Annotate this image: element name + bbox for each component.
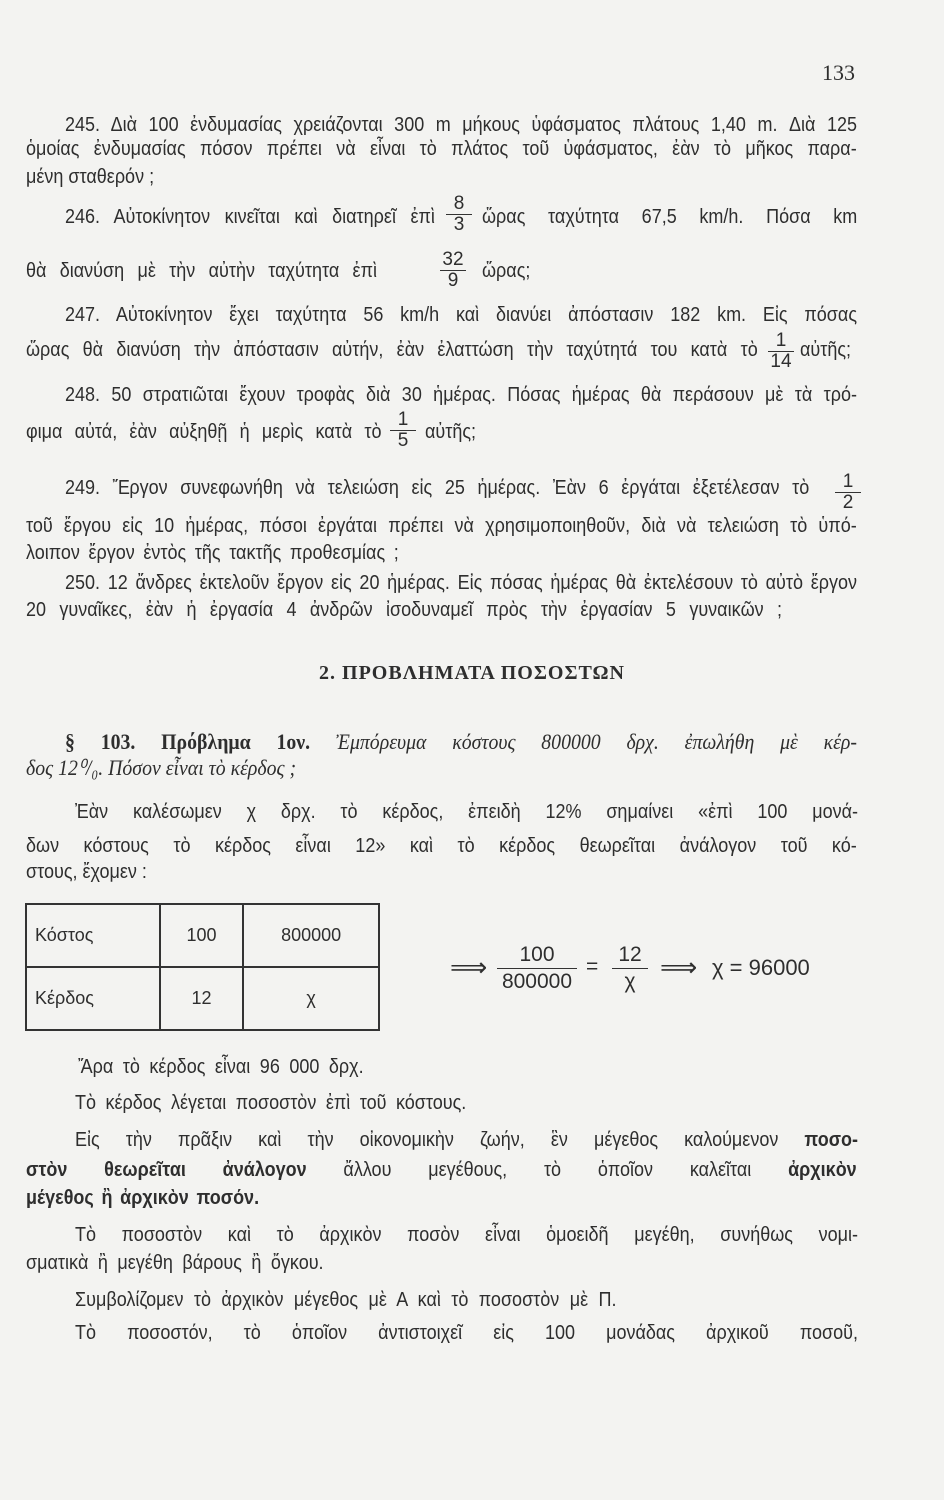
implies-arrow-icon: ⟹ xyxy=(660,952,698,982)
section-103-line-1 xyxy=(65,730,857,754)
bold-term: στὸν θεωρεῖται ἀνάλογον xyxy=(26,1159,307,1181)
problem-247-line-1: 247. Αὐτοκίνητον ἔχει ταχύτητα 56 km/h καὶ διανύει ἀπόστασιν 182 km. Εἰς πόσας xyxy=(65,304,857,326)
problem-245-line-1: 245. Διὰ 100 ἐνδυμασίας χρειάζονται 300 m μήκους ὑφάσματος πλάτους 1,40 m. Διὰ 125 xyxy=(65,114,857,136)
numerator: 100 xyxy=(497,942,577,969)
numerator: 8 xyxy=(446,194,472,215)
problem-248-line-2-start: φιμα αὐτά, ἐὰν αὐξηθῇ ἡ μερὶς κατὰ τὸ xyxy=(26,421,382,443)
fraction-1-14 xyxy=(768,331,794,372)
numerator: 12 xyxy=(612,942,648,969)
section-103-label: § 103. Πρόβλημα 1ον. xyxy=(65,729,311,754)
paragraph-2-line-2: σματικὰ ἢ μεγέθη βάρους ἢ ὄγκου. xyxy=(26,1252,324,1274)
denominator: 14 xyxy=(770,351,792,372)
problem-249-line-1: 249. Ἔργον συνεφωνήθη νὰ τελειώση εἰς 25 ἡμέρας. Ἐὰν 6 ἐργάται ἐξετέλεσαν τὸ xyxy=(65,477,810,499)
table-cell: Κόστος xyxy=(26,904,160,967)
page-number: 133 xyxy=(822,60,855,85)
text: ἄλλου μεγέθους, τὸ ὁποῖον καλεῖται xyxy=(343,1159,752,1181)
fraction-1-2 xyxy=(835,472,861,513)
problem-246-line-1-end: ὥρας ταχύτητα 67,5 km/h. Πόσα km xyxy=(482,206,858,228)
paragraph-1-line-2 xyxy=(26,1158,857,1182)
text: Εἰς τὴν πρᾶξιν καὶ τὴν οἰκονομικὴν ζωήν, ἓν μέγεθος καλούμενον xyxy=(75,1129,779,1151)
solution-line-1: Ἐὰν καλέσωμεν χ δρχ. τὸ κέρδος, ἐπειδὴ 12% σημαίνει «ἐπὶ 100 μονά- xyxy=(75,801,858,823)
problem-250-line-1: 250. 12 ἄνδρες ἐκτελοῦν ἔργον εἰς 20 ἡμέρας. Εἰς πόσας ἡμέρας θὰ ἐκτελέσουν τὸ αὐτὸ ἔργον xyxy=(65,572,857,594)
result-line: Ἄρα τὸ κέρδος εἶναι 96 000 δρχ. xyxy=(78,1056,364,1078)
definition-line: Τὸ κέρδος λέγεται ποσοστὸν ἐπὶ τοῦ κόστους. xyxy=(75,1092,467,1114)
denominator: 9 xyxy=(447,270,459,291)
numerator: 1 xyxy=(835,472,861,493)
table-cell: 800000 xyxy=(243,904,379,967)
denominator: 3 xyxy=(453,214,465,235)
equation-fraction-1 xyxy=(497,942,577,995)
problem-246-line-2-end: ὥρας; xyxy=(482,260,531,282)
bold-term: ποσο- xyxy=(804,1129,859,1151)
problem-247-line-2-start: ὥρας θὰ διανύση τὴν ἀπόστασιν αὐτήν, ἐὰν ἐλαττώση τὴν ταχύτητά του κατὰ τὸ xyxy=(26,339,758,361)
paragraph-2-line-1: Τὸ ποσοστὸν καὶ τὸ ἀρχικὸν ποσὸν εἶναι ὁμοειδῆ μεγέθη, συνήθως νομι- xyxy=(75,1224,858,1246)
table-cell: Κέρδος xyxy=(26,967,160,1030)
equation-result: χ = 96000 xyxy=(712,955,810,980)
problem-248-line-2-end: αὐτῆς; xyxy=(425,421,477,443)
fraction-32-9 xyxy=(440,250,466,291)
proportion-table xyxy=(25,903,380,1031)
denominator: 800000 xyxy=(501,970,573,993)
numerator: 32 xyxy=(440,250,466,271)
problem-247-line-2-end: αὐτῆς; xyxy=(800,339,852,361)
denominator: 2 xyxy=(842,492,854,513)
problem-250-line-2: 20 γυναῖκες, ἐὰν ἡ ἐργασία 4 ἀνδρῶν ἰσοδυναμεῖ πρὸς τὴν ἐργασίαν 5 γυναικῶν ; xyxy=(26,599,782,621)
problem-245-line-2: ὁμοίας ἐνδυμασίας πόσον πρέπει νὰ εἶναι τὸ πλάτος τοῦ ὑφάσματος, ἐὰν τὸ μῆκος παρα- xyxy=(26,138,857,160)
equation-fraction-2 xyxy=(612,942,648,995)
implies-arrow-icon: ⟹ xyxy=(450,952,488,982)
problem-246-line-1-start: 246. Αὐτοκίνητον κινεῖται καὶ διατηρεῖ ἐπὶ xyxy=(65,206,435,228)
solution-line-3: στους, ἔχομεν : xyxy=(26,861,147,883)
paragraph-3: Συμβολίζομεν τὸ ἀρχικὸν μέγεθος μὲ Α καὶ τὸ ποσοστὸν μὲ Π. xyxy=(75,1289,617,1311)
section-heading: 2. ΠΡΟΒΛΗΜΑΤΑ ΠΟΣΟΣΤΩΝ xyxy=(319,662,625,684)
numerator: 1 xyxy=(768,331,794,352)
table-cell: 12 xyxy=(160,967,244,1030)
problem-245-line-3: μένη σταθερόν ; xyxy=(26,166,155,188)
problem-248-line-1: 248. 50 στρατιῶται ἔχουν τροφὰς διὰ 30 ἡμέρας. Πόσας ἡμέρας θὰ περάσουν μὲ τὰ τρό- xyxy=(65,384,857,406)
problem-246-line-2-start: θὰ διανύση μὲ τὴν αὐτὴν ταχύτητα ἐπὶ xyxy=(26,260,377,282)
denominator: 5 xyxy=(397,430,409,451)
equals-sign: = xyxy=(586,955,599,978)
table-cell: χ xyxy=(243,967,379,1030)
paragraph-1-line-3: μέγεθος ἢ ἀρχικὸν ποσόν. xyxy=(26,1187,260,1209)
fraction-1-5 xyxy=(390,410,416,451)
problem-statement: Ἐμπόρευμα κόστους 800000 δρχ. ἐπωλήθη μὲ κέρ- xyxy=(335,729,858,754)
problem-249-line-3: λοιπον ἔργον ἐντὸς τῆς τακτῆς προθεσμίας ; xyxy=(26,542,399,564)
solution-line-2: δων κόστους τὸ κέρδος εἶναι 12» καὶ τὸ κέρδος θεωρεῖται ἀνάλογον τοῦ κό- xyxy=(26,835,857,857)
fraction-8-3 xyxy=(446,194,472,235)
section-103-line-2 xyxy=(26,756,476,780)
table-row xyxy=(26,967,379,1030)
numerator: 1 xyxy=(390,410,416,431)
table-cell: 100 xyxy=(160,904,244,967)
bold-term: ἀρχικὸν xyxy=(788,1159,857,1181)
paragraph-4-line-1: Τὸ ποσοστόν, τὸ ὁποῖον ἀντιστοιχεῖ εἰς 100 μονάδας ἀρχικοῦ ποσοῦ, xyxy=(75,1322,858,1344)
paragraph-1-line-1 xyxy=(75,1128,858,1152)
denominator: χ xyxy=(624,970,636,993)
table-row xyxy=(26,904,379,967)
problem-249-line-2: τοῦ ἔργου εἰς 10 ἡμέρας, πόσοι ἐργάται πρέπει νὰ χρησιμοποιηθοῦν, διὰ νὰ τελειώση τὸ ὑπό- xyxy=(26,515,857,537)
problem-question: δος 12⁰/₀. Πόσον εἶναι τὸ κέρδος ; xyxy=(26,755,297,780)
